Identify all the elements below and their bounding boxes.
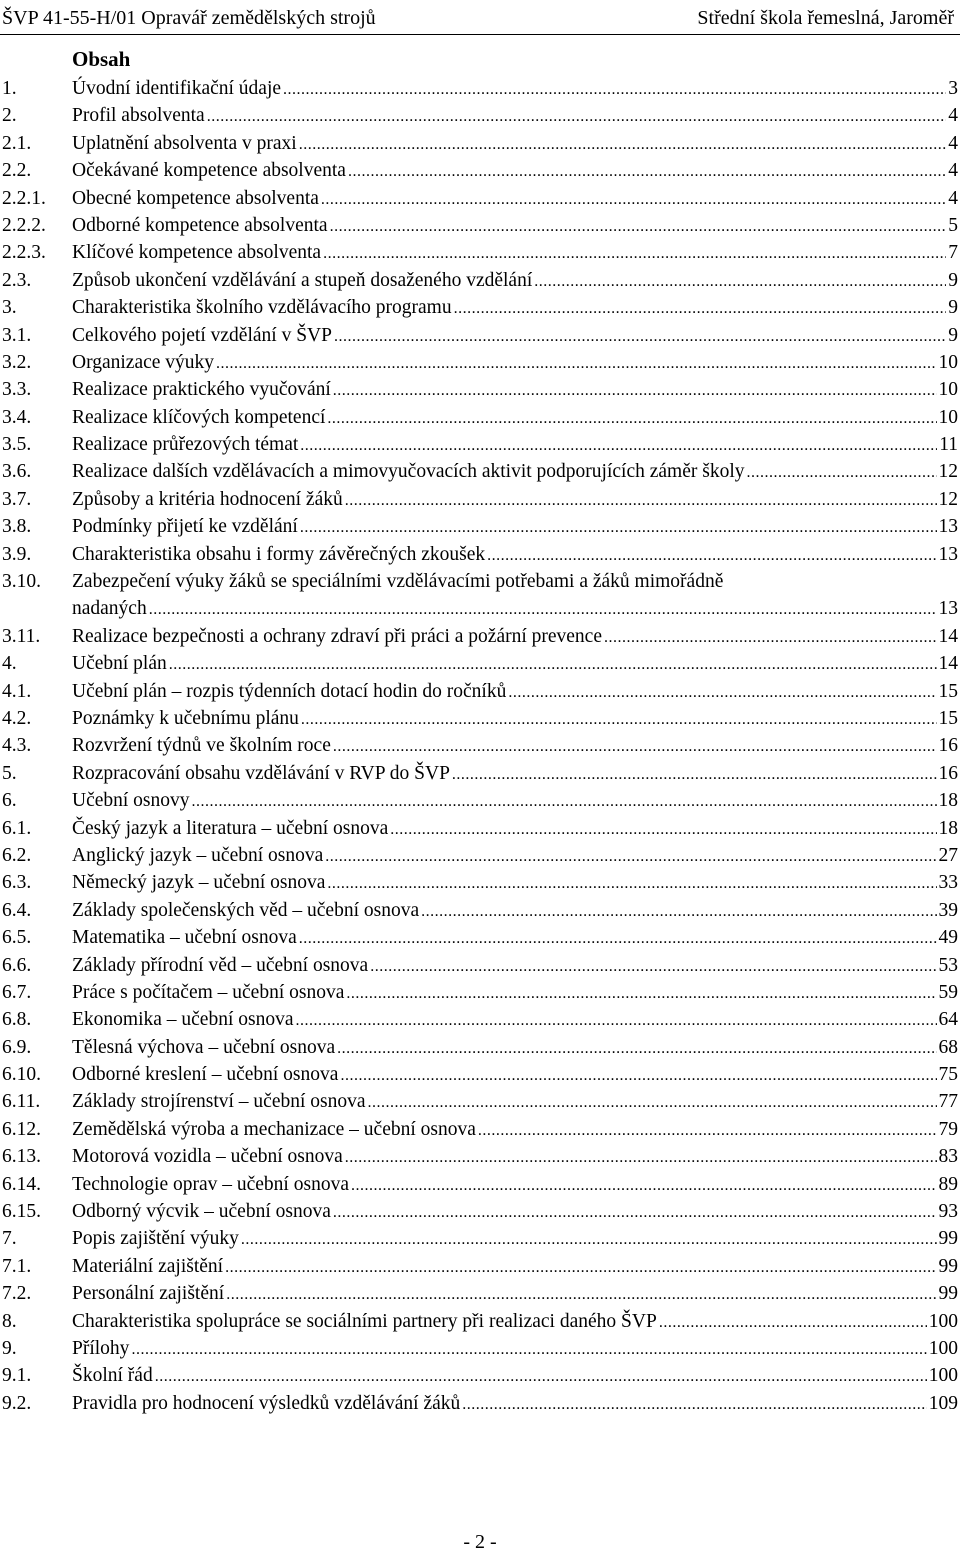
toc-leader-dots: [169, 651, 937, 678]
toc-entry-number: 3.1.: [2, 324, 32, 346]
toc-entry-number: 6.3.: [2, 872, 32, 894]
toc-leader-dots: [534, 268, 946, 295]
toc-entry[interactable]: [0, 1143, 960, 1170]
toc-entry[interactable]: [0, 760, 960, 787]
toc-entry-body: [72, 924, 958, 952]
toc-entry-title: Celkového pojetí vzdělání v ŠVP: [72, 324, 332, 346]
toc-leader-dots: [746, 459, 936, 486]
toc-leader-dots: [345, 487, 937, 514]
toc-entry-page: 18: [938, 790, 958, 812]
toc-entry-number: 2.: [2, 105, 17, 127]
toc-entry-title: Školní řád: [72, 1365, 153, 1387]
toc-entry[interactable]: [0, 650, 960, 677]
toc-entry-number: 9.2.: [2, 1392, 32, 1414]
toc-leader-dots: [321, 186, 946, 213]
toc-entry-title: Realizace praktického vyučování: [72, 379, 331, 401]
toc-entry-number: 4.3.: [2, 735, 32, 757]
toc-entry-title: Realizace klíčových kompetencí: [72, 406, 326, 428]
toc-entry-title: Tělesná výchova – učební osnova: [72, 1036, 336, 1058]
toc-entry-number: 3.4.: [2, 406, 32, 428]
toc-entry-body: [72, 1390, 958, 1418]
toc-entry-number: 6.7.: [2, 981, 32, 1003]
toc-entry-title: Charakteristika školního vzdělávacího programu: [72, 297, 452, 319]
toc-entry-body: [72, 897, 958, 925]
toc-entry-page: 7: [948, 242, 958, 264]
toc-entry-number: 3.11.: [2, 625, 41, 647]
toc-entry[interactable]: [0, 1335, 960, 1362]
toc-entry-body: [72, 705, 958, 733]
toc-entry-title: Přílohy: [72, 1337, 130, 1359]
toc-entry-number: 6.1.: [2, 817, 32, 839]
toc-entry-body: [72, 431, 958, 459]
toc-entry-body: [72, 486, 958, 514]
toc-entry-title: Učební plán – rozpis týdenních dotací hodin do ročníků: [72, 680, 507, 702]
toc-entry-number: 3.7.: [2, 488, 32, 510]
toc-entry-page: 100: [928, 1365, 958, 1387]
toc-entry-page: 53: [938, 954, 958, 976]
toc-entry-title: Anglický jazyk – učební osnova: [72, 844, 324, 866]
toc-entry-number: 4.2.: [2, 708, 32, 729]
toc-entry-body: [72, 842, 958, 870]
toc-leader-dots: [330, 213, 947, 240]
toc-entry-page: 59: [938, 981, 958, 1003]
toc-entry-body: [72, 1198, 958, 1226]
toc-entry[interactable]: [0, 1088, 960, 1115]
toc-leader-dots: [226, 1281, 936, 1308]
toc-entry-number: 3.: [2, 297, 17, 319]
toc-entry-page: 16: [938, 735, 958, 757]
page-header: [0, 4, 960, 35]
toc-entry-body: [72, 157, 958, 185]
toc-entry-number: 6.2.: [2, 844, 32, 866]
toc-entry[interactable]: [0, 568, 960, 623]
toc-entry-title: Německý jazyk – učební osnova: [72, 872, 326, 894]
toc-entry-number: 3.2.: [2, 351, 32, 373]
toc-leader-dots: [301, 706, 937, 733]
toc-leader-dots: [348, 158, 946, 185]
toc-leader-dots: [300, 432, 937, 459]
toc-entry[interactable]: [0, 1225, 960, 1252]
toc-entry-number: 3.6.: [2, 461, 32, 483]
toc-entry-body: [72, 1308, 958, 1336]
toc-entry-page: 14: [938, 625, 958, 647]
toc-entry-number: 2.1.: [2, 132, 32, 154]
school-name: Střední škola řemeslná, Jaroměř: [697, 7, 954, 29]
toc-leader-dots: [296, 1007, 937, 1034]
toc-entry[interactable]: [0, 952, 960, 979]
toc-entry-page: 12: [938, 461, 958, 483]
toc-entry[interactable]: [0, 1171, 960, 1198]
toc-leader-dots: [323, 240, 946, 267]
toc-entry-title: Zabezpečení výuky žáků se speciálními vzdělávacími potřebami a žáků mimořádně: [72, 571, 724, 593]
toc-entry-body: [72, 1253, 958, 1281]
toc-entry-title: Charakteristika obsahu i formy závěrečných zkoušek: [72, 543, 486, 565]
toc-entry-body: [72, 212, 958, 240]
toc-entry-title: Základy společenských věd – učební osnova: [72, 899, 420, 921]
toc-entry-number: 6.9.: [2, 1036, 32, 1058]
toc-entry-number: 2.2.3.: [2, 242, 46, 264]
toc-entry[interactable]: [0, 1116, 960, 1143]
toc-entry-body: [72, 541, 958, 569]
toc-entry-title: Realizace dalších vzdělávacích a mimovyučovacích aktivit podporujících záměr školy: [72, 461, 745, 483]
toc-title: Obsah: [72, 47, 131, 71]
toc-leader-dots: [478, 1117, 937, 1144]
toc-entry-page: 100: [928, 1310, 958, 1332]
toc-entry[interactable]: [0, 458, 960, 485]
toc-entry-page: 14: [938, 653, 958, 675]
toc-leader-dots: [299, 925, 937, 952]
toc-entry-title: Technologie oprav – učební osnova: [72, 1173, 349, 1195]
toc-entry-body: [72, 869, 958, 897]
toc-entry[interactable]: [0, 1198, 960, 1225]
toc-entry-number: 2.2.1.: [2, 187, 46, 209]
toc-entry[interactable]: [0, 541, 960, 568]
toc-entry-page: 15: [938, 680, 958, 702]
toc-entry-number: 3.8.: [2, 516, 32, 538]
toc-entry-number: 6.: [2, 790, 17, 812]
table-of-contents: [0, 75, 960, 1417]
toc-entry-body: [72, 130, 958, 158]
toc-entry-page: 3: [948, 78, 958, 99]
toc-entry-page: 99: [938, 1228, 958, 1250]
toc-entry-title: Očekávané kompetence absolventa: [72, 160, 346, 182]
toc-entry-title: Matematika – učební osnova: [72, 927, 297, 949]
toc-entry-number: 6.11.: [2, 1091, 41, 1113]
toc-entry-body: [72, 404, 958, 432]
toc-entry-page: 13: [938, 543, 958, 565]
toc-entry-title: Způsoby a kritéria hodnocení žáků: [72, 488, 343, 510]
toc-entry-title: Český jazyk a literatura – učební osnova: [72, 817, 389, 839]
toc-leader-dots: [370, 953, 936, 980]
toc-leader-dots: [351, 1172, 937, 1199]
toc-entry-page: 49: [938, 927, 958, 949]
toc-entry-number: 6.13.: [2, 1146, 41, 1168]
toc-entry-title: Klíčové kompetence absolventa: [72, 242, 322, 264]
toc-entry-page: 9: [948, 269, 958, 291]
toc-entry-page: 83: [938, 1146, 958, 1168]
toc-entry-body: [72, 376, 958, 404]
toc-entry-page: 12: [938, 488, 958, 510]
toc-entry-page: 13: [938, 516, 958, 538]
toc-entry-title: Realizace bezpečnosti a ochrany zdraví při práci a požární prevence: [72, 625, 602, 647]
toc-entry-body: [72, 650, 958, 678]
toc-entry-body: [72, 75, 958, 103]
toc-entry-page: 27: [938, 844, 958, 866]
toc-entry-page: 93: [938, 1201, 958, 1223]
toc-entry-number: 6.8.: [2, 1009, 32, 1031]
toc-entry[interactable]: [0, 1253, 960, 1280]
toc-entry-body: [72, 267, 958, 295]
toc-leader-dots: [462, 1391, 926, 1418]
toc-entry-number: 2.3.: [2, 269, 32, 291]
toc-entry-number: 5.: [2, 762, 17, 784]
toc-entry-title: Motorová vozidla – učební osnova: [72, 1146, 343, 1168]
toc-entry-body: [72, 1225, 958, 1253]
toc-entry-body: [72, 952, 958, 980]
toc-entry[interactable]: [0, 842, 960, 869]
toc-entry-body: [72, 678, 958, 706]
toc-entry-title: Základy přírodní věd – učební osnova: [72, 954, 369, 976]
toc-entry-body: [72, 349, 958, 377]
toc-entry-page: 15: [938, 708, 958, 729]
toc-entry-number: 7.2.: [2, 1283, 32, 1305]
toc-entry-title: Odborné kreslení – učební osnova: [72, 1064, 339, 1086]
toc-entry-body: [72, 1171, 958, 1199]
toc-entry-body: [72, 458, 958, 486]
toc-entry[interactable]: [0, 157, 960, 184]
toc-entry-title: Profil absolventa: [72, 105, 205, 127]
toc-entry-page: 68: [938, 1036, 958, 1058]
toc-entry-number: 3.3.: [2, 379, 32, 401]
toc-entry-title: Odborný výcvik – učební osnova: [72, 1201, 331, 1223]
toc-leader-dots: [333, 733, 937, 760]
toc-entry-body: [72, 513, 958, 541]
toc-entry-title: Učební plán: [72, 653, 167, 675]
toc-leader-dots: [452, 761, 937, 788]
toc-entry-body: [72, 1061, 958, 1089]
toc-entry-number: 8.: [2, 1310, 17, 1332]
toc-entry[interactable]: [0, 239, 960, 266]
toc-entry-title: Práce s počítačem – učební osnova: [72, 981, 345, 1003]
toc-entry-title: Rozvržení týdnů ve školním roce: [72, 735, 331, 757]
toc-entry-body: [72, 1088, 958, 1116]
toc-entry-body: [72, 239, 958, 267]
toc-entry-page: 16: [938, 762, 958, 784]
toc-entry-body: [72, 623, 958, 651]
toc-leader-dots: [659, 1309, 927, 1336]
toc-leader-dots: [327, 405, 936, 432]
toc-leader-dots: [225, 1254, 936, 1281]
toc-entry-title: Uplatnění absolventa v praxi: [72, 132, 297, 154]
toc-leader-dots: [368, 1089, 937, 1116]
toc-entry-number: 6.15.: [2, 1201, 41, 1223]
toc-entry-title: Realizace průřezových témat: [72, 434, 299, 456]
toc-entry-page: 4: [948, 105, 958, 127]
toc-entry[interactable]: [0, 979, 960, 1006]
toc-entry-body: [72, 322, 958, 350]
toc-leader-dots: [299, 131, 947, 158]
toc-leader-dots: [333, 1199, 937, 1226]
toc-entry-body: [72, 102, 958, 130]
toc-entry-body: [72, 1335, 958, 1363]
toc-entry-body: [72, 1280, 958, 1308]
toc-entry[interactable]: [0, 1362, 960, 1389]
toc-entry[interactable]: [0, 212, 960, 239]
toc-entry-page: 9: [948, 324, 958, 346]
toc-entry-body: [72, 732, 958, 760]
toc-entry-title-continued: nadaných: [72, 598, 147, 620]
toc-entry-number: 7.: [2, 1228, 17, 1250]
toc-entry[interactable]: [0, 349, 960, 376]
toc-entry-title: Organizace výuky: [72, 351, 215, 373]
toc-leader-dots: [149, 596, 937, 623]
toc-entry-body: [72, 1116, 958, 1144]
toc-entry-page: 10: [938, 379, 958, 401]
toc-entry[interactable]: [0, 678, 960, 705]
toc-leader-dots: [487, 542, 936, 569]
toc-entry-page: 5: [948, 214, 958, 236]
toc-entry-title: Popis zajištění výuky: [72, 1228, 239, 1250]
toc-entry[interactable]: [0, 513, 960, 540]
toc-entry-number: 1.: [2, 78, 17, 99]
toc-leader-dots: [390, 816, 936, 843]
toc-entry-title: Způsob ukončení vzdělávání a stupeň dosaženého vzdělání: [72, 269, 533, 291]
toc-entry-number: 9.1.: [2, 1365, 32, 1387]
toc-entry-title: Podmínky přijetí ke vzdělání: [72, 516, 298, 538]
toc-entry[interactable]: [0, 869, 960, 896]
toc-entry-title: Materiální zajištění: [72, 1255, 224, 1277]
toc-entry-page: 4: [948, 160, 958, 182]
toc-leader-dots: [241, 1226, 937, 1253]
toc-leader-dots: [325, 843, 936, 870]
toc-entry-number: 6.4.: [2, 899, 32, 921]
toc-entry[interactable]: [0, 1390, 960, 1417]
toc-entry-body: [72, 185, 958, 213]
toc-entry-title: Personální zajištění: [72, 1283, 225, 1305]
toc-entry-number: 6.12.: [2, 1118, 41, 1140]
toc-entry-title: Základy strojírenství – učební osnova: [72, 1091, 366, 1113]
toc-entry-title: Poznámky k učebnímu plánu: [72, 708, 299, 729]
toc-entry-page: 13: [938, 598, 958, 620]
toc-leader-dots: [131, 1336, 926, 1363]
toc-entry[interactable]: [0, 431, 960, 458]
toc-leader-dots: [207, 103, 947, 130]
toc-entry-body: [72, 595, 958, 623]
toc-entry[interactable]: [0, 294, 960, 321]
toc-entry[interactable]: [0, 102, 960, 129]
toc-entry-body: [72, 815, 958, 843]
toc-entry[interactable]: [0, 376, 960, 403]
toc-entry-body: [72, 294, 958, 322]
toc-entry-page: 79: [938, 1118, 958, 1140]
toc-leader-dots: [337, 1035, 936, 1062]
toc-entry-body: [72, 979, 958, 1007]
toc-entry[interactable]: [0, 1308, 960, 1335]
toc-entry-page: 10: [938, 351, 958, 373]
toc-entry[interactable]: [0, 267, 960, 294]
toc-entry-number: 6.14.: [2, 1173, 41, 1195]
toc-entry-page: 4: [948, 132, 958, 154]
toc-entry-page: 99: [938, 1283, 958, 1305]
toc-entry-page: 10: [938, 406, 958, 428]
toc-entry-page: 100: [928, 1337, 958, 1359]
toc-entry[interactable]: [0, 486, 960, 513]
toc-entry-body: [72, 787, 958, 815]
toc-entry-title: Obecné kompetence absolventa: [72, 187, 319, 209]
toc-entry[interactable]: [0, 1006, 960, 1033]
toc-leader-dots: [216, 350, 936, 377]
toc-entry-number: 6.6.: [2, 954, 32, 976]
toc-entry-page: 39: [938, 899, 958, 921]
toc-entry-number: 6.10.: [2, 1064, 41, 1086]
toc-entry-body: [72, 1006, 958, 1034]
toc-entry-body: [72, 1143, 958, 1171]
toc-entry-number: 3.9.: [2, 543, 32, 565]
toc-entry-body: [72, 1034, 958, 1062]
toc-entry-number: 2.2.: [2, 160, 32, 182]
toc-entry-page: 33: [938, 872, 958, 894]
toc-entry-number: 7.1.: [2, 1255, 32, 1277]
toc-leader-dots: [327, 870, 936, 897]
toc-entry-title: Ekonomika – učební osnova: [72, 1009, 294, 1031]
toc-entry[interactable]: [0, 1061, 960, 1088]
toc-entry[interactable]: [0, 897, 960, 924]
toc-leader-dots: [346, 980, 936, 1007]
toc-entry-body: [72, 1362, 958, 1390]
toc-leader-dots: [283, 76, 946, 103]
toc-entry-page: 11: [939, 434, 958, 456]
toc-entry-number: 3.10.: [2, 571, 41, 593]
toc-entry-title: Odborné kompetence absolventa: [72, 214, 328, 236]
toc-entry-title: Zemědělská výroba a mechanizace – učební osnova: [72, 1118, 476, 1140]
toc-entry-number: 4.1.: [2, 680, 32, 702]
toc-entry-page: 109: [928, 1392, 958, 1414]
toc-entry-title: Rozpracování obsahu vzdělávání v RVP do ŠVP: [72, 762, 450, 784]
toc-entry-body: [72, 760, 958, 788]
toc-entry-title: Učební osnovy: [72, 790, 190, 812]
toc-entry[interactable]: [0, 1280, 960, 1307]
toc-leader-dots: [300, 514, 937, 541]
toc-leader-dots: [334, 323, 946, 350]
toc-entry-page: 18: [938, 817, 958, 839]
toc-entry[interactable]: [0, 404, 960, 431]
toc-entry[interactable]: [0, 787, 960, 814]
toc-entry-number: 2.2.2.: [2, 214, 46, 236]
toc-entry-page: 75: [938, 1064, 958, 1086]
toc-entry[interactable]: [0, 75, 960, 102]
toc-entry-page: 4: [948, 187, 958, 209]
toc-entry-number: 9.: [2, 1337, 17, 1359]
toc-entry[interactable]: [0, 815, 960, 842]
toc-entry[interactable]: [0, 130, 960, 157]
toc-entry-page: 99: [938, 1255, 958, 1277]
toc-entry[interactable]: [0, 1034, 960, 1061]
toc-leader-dots: [604, 624, 937, 651]
toc-entry[interactable]: [0, 705, 960, 732]
toc-leader-dots: [508, 679, 936, 706]
page-number: - 2 -: [463, 1531, 497, 1553]
toc-entry-page: 89: [938, 1173, 958, 1195]
toc-entry-page: 9: [948, 297, 958, 319]
toc-leader-dots: [454, 295, 947, 322]
toc-entry-number: 6.5.: [2, 927, 32, 949]
toc-entry-number: 4.: [2, 653, 17, 675]
toc-entry-number: 3.5.: [2, 434, 32, 456]
toc-leader-dots: [155, 1363, 927, 1390]
toc-entry[interactable]: [0, 623, 960, 650]
toc-entry-title: Charakteristika spolupráce se sociálními partnery při realizaci daného ŠVP: [72, 1310, 657, 1332]
toc-entry[interactable]: [0, 924, 960, 951]
toc-leader-dots: [340, 1062, 936, 1089]
toc-leader-dots: [421, 898, 936, 925]
toc-entry[interactable]: [0, 322, 960, 349]
toc-leader-dots: [333, 377, 937, 404]
toc-entry[interactable]: [0, 185, 960, 212]
toc-leader-dots: [192, 788, 937, 815]
toc-entry-page: 64: [938, 1009, 958, 1031]
toc-entry-title: Úvodní identifikační údaje: [72, 78, 282, 99]
toc-entry-page: 77: [938, 1091, 958, 1113]
document-title: ŠVP 41-55-H/01 Opravář zemědělských strojů: [2, 7, 376, 29]
toc-entry-title: Pravidla pro hodnocení výsledků vzdělávání žáků: [72, 1392, 461, 1414]
toc-entry[interactable]: [0, 732, 960, 759]
toc-leader-dots: [345, 1144, 937, 1171]
